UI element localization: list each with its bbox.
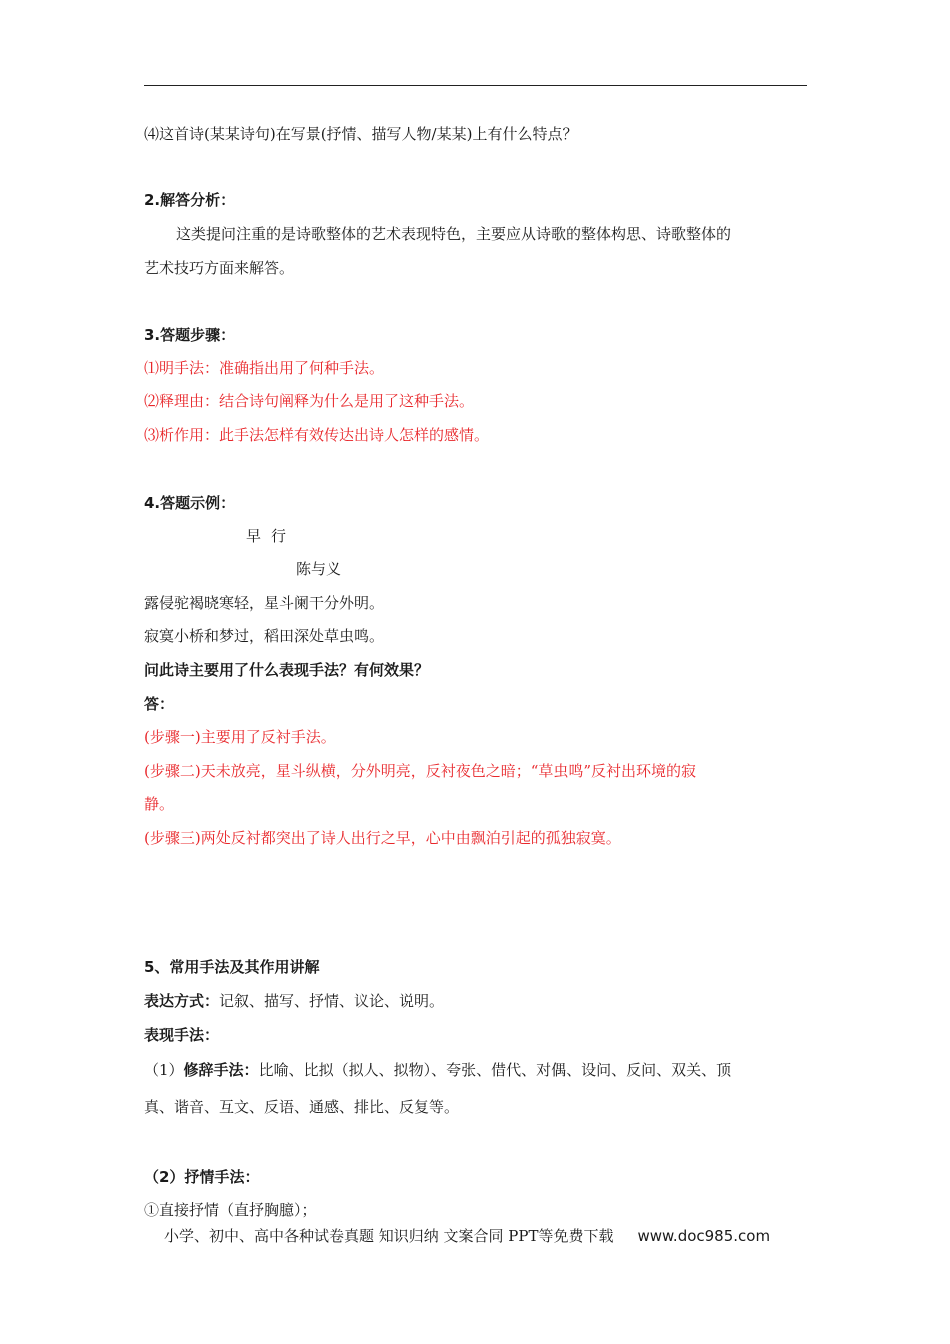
section-2-line-1: 这类提问注重的是诗歌整体的艺术表现特色，主要应从诗歌的整体构思、诗歌整体的 xyxy=(176,225,732,243)
poem-title: 早行 xyxy=(246,527,297,545)
answer-label: 答： xyxy=(144,695,175,713)
rhetoric-label: 修辞手法： xyxy=(183,1061,259,1079)
rhetoric-line-2: 真、谐音、互文、反语、通感、排比、反复等。 xyxy=(144,1098,460,1116)
footer-site-link[interactable]: www.doc985.com xyxy=(637,1227,771,1245)
rhetoric-text-1: 比喻、比拟（拟人、拟物）、夸张、借代、对偶、设问、反问、双关、顶 xyxy=(258,1061,732,1079)
answer-step-3: (步骤三)两处反衬都突出了诗人出行之早，心中由飘泊引起的孤独寂寞。 xyxy=(144,829,621,847)
section-3-heading: 3.答题步骤： xyxy=(144,326,236,344)
step-3: ⑶析作用：此手法怎样有效传达出诗人怎样的感情。 xyxy=(144,426,490,444)
answer-step-2: (步骤二)天未放亮，星斗纵横，分外明亮，反衬夜色之暗；“草虫鸣”反衬出环境的寂 xyxy=(144,762,697,780)
section-5-heading: 5、常用手法及其作用讲解 xyxy=(144,958,320,976)
lyric-label: （2）抒情手法： xyxy=(144,1168,260,1186)
expression-text: 记叙、描写、抒情、议论、说明。 xyxy=(219,992,445,1010)
rhetoric-prefix: （1） xyxy=(144,1061,184,1079)
example-question: 问此诗主要用了什么表现手法？有何效果？ xyxy=(144,661,430,679)
section-2-line-2: 艺术技巧方面来解答。 xyxy=(144,259,295,277)
section-2-heading: 2.解答分析： xyxy=(144,191,236,209)
lyric-item-1: ①直接抒情（直抒胸臆）； xyxy=(144,1201,317,1219)
step-2: ⑵释理由：结合诗句阐释为什么是用了这种手法。 xyxy=(144,392,475,410)
footer xyxy=(164,1226,770,1246)
poem-author: 陈与义 xyxy=(296,560,342,578)
poem-line-2: 寂寞小桥和梦过，稻田深处草虫鸣。 xyxy=(144,627,385,645)
section-4-heading: 4.答题示例： xyxy=(144,494,236,512)
footer-text: 小学、初中、高中各种试卷真题 知识归纳 文案合同 PPT等免费下载 xyxy=(164,1227,614,1245)
question-4: ⑷这首诗(某某诗句)在写景(抒情、描写人物/某某)上有什么特点？ xyxy=(144,125,578,143)
rhetoric-line-1 xyxy=(144,1060,731,1080)
answer-step-1: (步骤一)主要用了反衬手法。 xyxy=(144,728,336,746)
poem-line-1: 露侵驼褐晓寒轻，星斗阑干分外明。 xyxy=(144,594,385,612)
technique-label: 表现手法： xyxy=(144,1026,220,1044)
step-1: ⑴明手法：准确指出用了何种手法。 xyxy=(144,359,385,377)
answer-step-2-cont: 静。 xyxy=(144,795,175,813)
header-rule xyxy=(144,85,807,86)
expression-label: 表达方式： xyxy=(144,992,220,1010)
expression-methods xyxy=(144,991,444,1011)
